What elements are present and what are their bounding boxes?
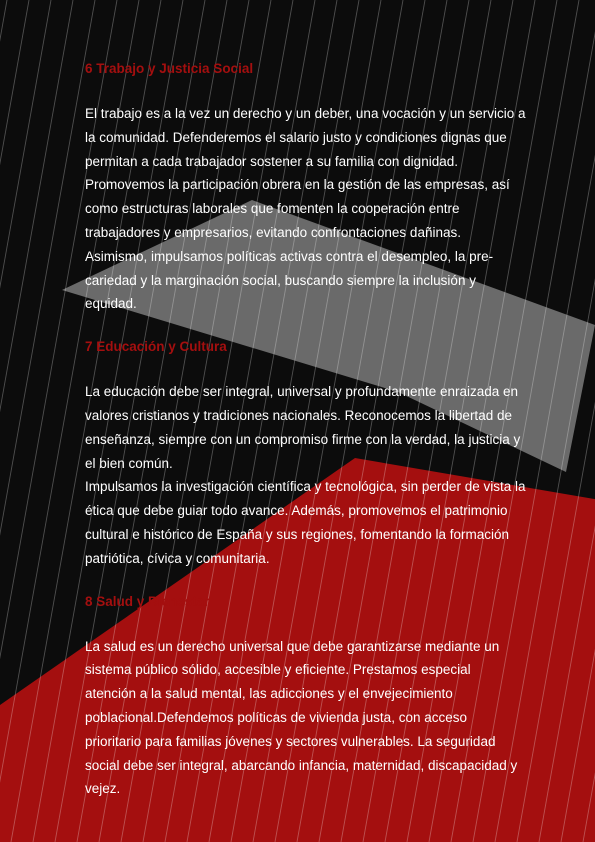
section-body-salud: La salud es un derecho universal que debe garantizarse mediante un sistema público sólido, accesible y eficiente. Prestamos especial atención a la salud mental, las adicciones y el envejecimiento poblacional.Defendemos políticas de vivienda justa, con acceso prioritario para familias jóvenes y sectores vulnerables. La seguridad social debe ser integral, abarcando infancia, maternidad, discapacidad y vejez. <box>85 638 518 797</box>
section-title-educacion: 7 Educación y Cultura <box>85 339 227 355</box>
section-body-educacion: La educación debe ser integral, universal y profundamente enraizada en valores cristianos y tradiciones nacionales. Reconocemos la libertad de enseñanza, siempre con un compromiso firme con la verdad, la justicia y el bien común. Impulsamos la investigación científica y tecnológica, sin perder de vista la ética que debe guiar todo avance. Además, promovemos el patrimonio cultural e histórico de España y sus regiones, fomentando la formación patriótica, cívica y comunitaria. <box>85 384 526 566</box>
section-title-trabajo: 6 Trabajo y Justicia Social <box>85 61 254 76</box>
document-content <box>85 60 545 801</box>
section-body-trabajo: El trabajo es a la vez un derecho y un deber, una vocación y un servicio a la comunidad. Defenderemos el salario justo y condiciones dignas que permitan a cada trabajador sostener a su familia con dignidad. Promovemos la participación obrera en la gestión de las empresas, así como estructuras laborales que fomenten la cooperación entre trabajadores y empresarios, evitando confrontaciones dañinas. Asimismo, impulsamos políticas activas contra el desempleo, la pre- cariedad y la marginación social, buscando siempre la inclusión y equidad. <box>85 106 526 312</box>
section-title-salud: 8 Salud y Bienestar <box>85 593 210 609</box>
